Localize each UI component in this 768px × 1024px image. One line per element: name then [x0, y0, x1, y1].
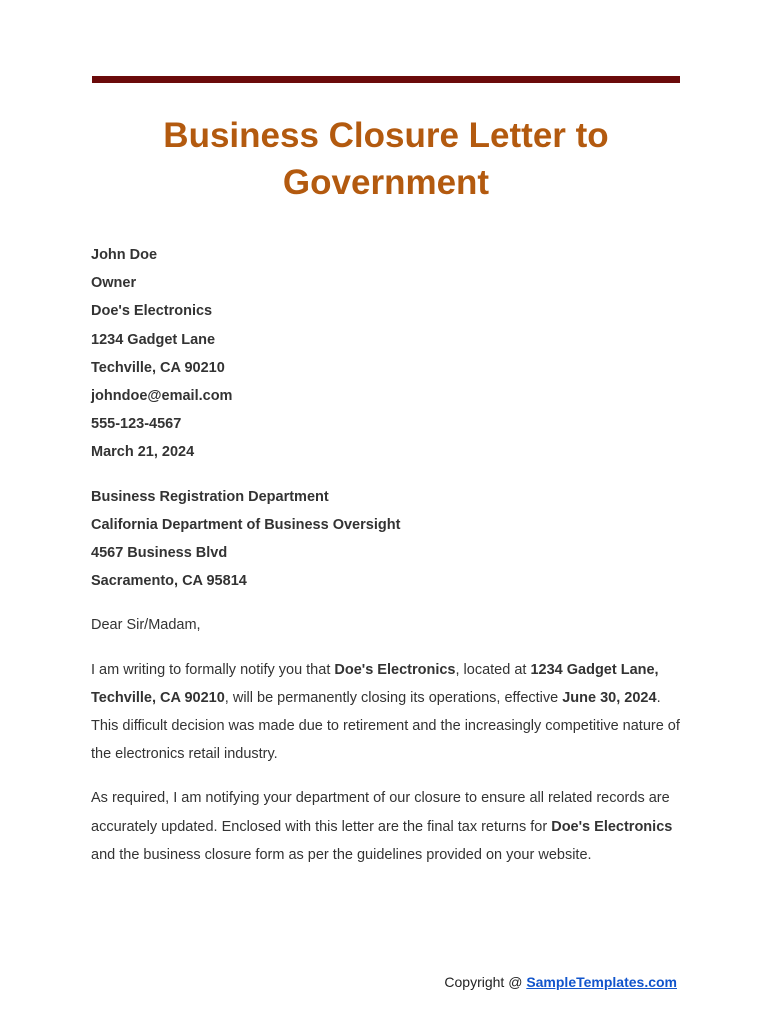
document-title: Business Closure Letter to Government: [163, 116, 609, 202]
sender-company: Doe's Electronics: [91, 303, 213, 320]
paragraph-text: As required, I am notifying your department of our closure to ensure all related records are accurately updated. Enclosed with this letter are the final tax returns for: [91, 790, 670, 835]
sender-email: johndoe@email.com: [91, 388, 233, 405]
copyright-text: Copyright @: [444, 974, 527, 990]
top-divider-rule: [92, 76, 680, 83]
recipient-agency: California Department of Business Oversight: [91, 516, 401, 533]
company-name-bold: Doe's Electronics: [334, 661, 456, 678]
recipient-city: Sacramento, CA 95814: [91, 573, 247, 590]
paragraph-records-notice: [91, 784, 681, 869]
copyright-footer: [444, 972, 677, 992]
company-address-bold: 1234 Gadget Lane, Techville, CA 90210: [91, 661, 659, 706]
letter-body: [91, 241, 681, 885]
sender-address-block: [91, 241, 681, 467]
closure-date-bold: June 30, 2024: [562, 689, 657, 706]
paragraph-text: , will be permanently closing its operations, effective: [224, 689, 563, 706]
company-name-bold: Doe's Electronics: [551, 818, 673, 835]
sender-city: Techville, CA 90210: [91, 359, 225, 376]
paragraph-text: . This difficult decision was made due to retirement and the increasingly competitive nature of the electronics retail industry.: [91, 689, 680, 763]
recipient-street: 4567 Business Blvd: [91, 545, 228, 562]
sampletemplates-link[interactable]: SampleTemplates.com: [526, 974, 677, 990]
sender-phone: 555-123-4567: [91, 416, 182, 433]
recipient-address-block: [91, 483, 681, 596]
salutation: Dear Sir/Madam,: [91, 617, 201, 634]
paragraph-closure-notice: [91, 656, 681, 769]
sender-title: Owner: [91, 275, 137, 292]
sender-street: 1234 Gadget Lane: [91, 331, 216, 348]
sender-name: John Doe: [91, 247, 158, 263]
letter-date: March 21, 2024: [91, 444, 195, 461]
paragraph-text: , located at: [455, 661, 531, 678]
paragraph-text: I am writing to formally notify you that: [91, 661, 335, 678]
recipient-department: Business Registration Department: [91, 488, 329, 505]
paragraph-text: and the business closure form as per the guidelines provided on your website.: [91, 846, 592, 863]
